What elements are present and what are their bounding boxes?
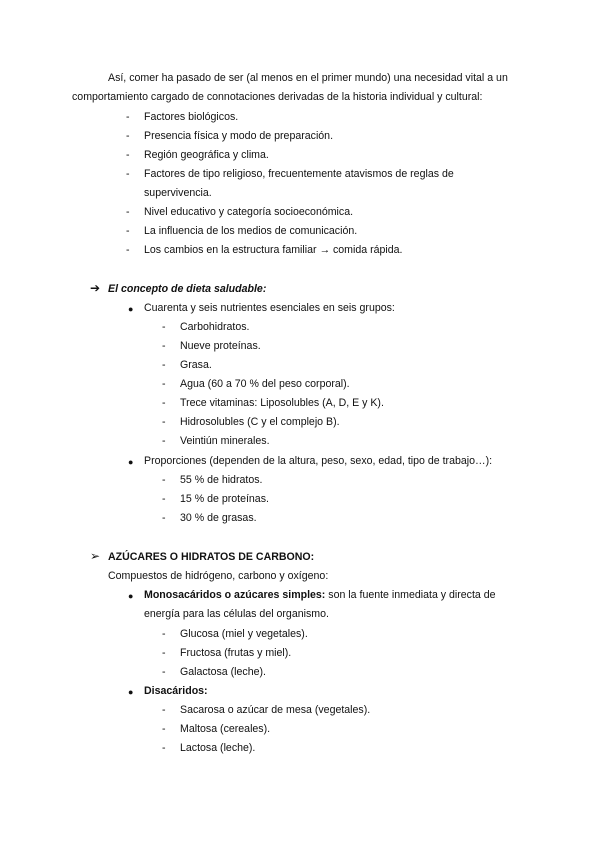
dash-marker: - xyxy=(162,416,166,428)
dash-marker: - xyxy=(162,647,166,659)
dash-marker: - xyxy=(126,225,130,237)
mono-item: Galactosa (leche). xyxy=(180,666,266,678)
di-item: Maltosa (cereales). xyxy=(180,723,271,735)
dash-marker: - xyxy=(162,512,166,524)
grupo-item: Hidrosolubles (C y el complejo B). xyxy=(180,416,340,428)
porcentaje-item: 55 % de hidratos. xyxy=(180,474,263,486)
dash-marker: - xyxy=(162,723,166,735)
dash-marker: - xyxy=(126,130,130,142)
monosacaridos-line-2: energía para las células del organismo. xyxy=(144,608,329,620)
dash-marker: - xyxy=(162,397,166,409)
factor-item: La influencia de los medios de comunicación. xyxy=(144,225,358,237)
dash-marker: - xyxy=(162,493,166,505)
factor-item: Los cambios en la estructura familiar → comida rápida. xyxy=(144,244,403,256)
grupo-item: Trece vitaminas: Liposolubles (A, D, E y K). xyxy=(180,397,384,409)
intro-line-1: Así, comer ha pasado de ser (al menos en el primer mundo) una necesidad vital a un xyxy=(108,72,508,84)
nutrientes-text: Cuarenta y seis nutrientes esenciales en seis grupos: xyxy=(144,302,395,314)
factor-item: Presencia física y modo de preparación. xyxy=(144,130,334,142)
grupo-item: Agua (60 a 70 % del peso corporal). xyxy=(180,378,350,390)
bullet-icon: ● xyxy=(128,687,134,697)
grupo-item: Grasa. xyxy=(180,359,212,371)
dash-marker: - xyxy=(162,340,166,352)
section-heading-dieta: El concepto de dieta saludable: xyxy=(108,283,267,295)
dash-marker: - xyxy=(162,666,166,678)
bullet-icon: ● xyxy=(128,457,134,467)
dash-marker: - xyxy=(126,206,130,218)
dash-marker: - xyxy=(162,321,166,333)
grupo-item: Carbohidratos. xyxy=(180,321,250,333)
section-heading-azucares: AZÚCARES O HIDRATOS DE CARBONO: xyxy=(108,551,315,563)
factor-item-continued: supervivencia. xyxy=(144,187,212,199)
proporciones-text: Proporciones (dependen de la altura, peso, sexo, edad, tipo de trabajo…): xyxy=(144,455,493,467)
dash-marker: - xyxy=(162,359,166,371)
disacaridos-term: Disacáridos: xyxy=(144,685,208,697)
factor-item: Factores biológicos. xyxy=(144,111,239,123)
dash-marker: - xyxy=(162,435,166,447)
mono-item: Glucosa (miel y vegetales). xyxy=(180,628,308,640)
arrow-icon: ➔ xyxy=(90,281,101,295)
monosacaridos-line xyxy=(144,588,496,602)
dash-marker: - xyxy=(126,168,130,180)
factor-item: Nivel educativo y categoría socioeconómica. xyxy=(144,206,354,218)
dash-marker: - xyxy=(162,378,166,390)
factor-item: Factores de tipo religioso, frecuentemente atavismos de reglas de xyxy=(144,168,454,180)
monosacaridos-term: Monosacáridos o azúcares simples: xyxy=(144,589,326,601)
dash-marker: - xyxy=(162,742,166,754)
dash-marker: - xyxy=(126,111,130,123)
dash-marker: - xyxy=(126,244,130,256)
compuestos-text: Compuestos de hidrógeno, carbono y oxígeno: xyxy=(108,570,329,582)
porcentaje-item: 15 % de proteínas. xyxy=(180,493,269,505)
dash-marker: - xyxy=(162,474,166,486)
bullet-icon: ● xyxy=(128,591,134,601)
di-item: Sacarosa o azúcar de mesa (vegetales). xyxy=(180,704,371,716)
porcentaje-item: 30 % de grasas. xyxy=(180,512,257,524)
dash-marker: - xyxy=(162,628,166,640)
di-item: Lactosa (leche). xyxy=(180,742,256,754)
intro-line-2: comportamiento cargado de connotaciones derivadas de la historia individual y cultural: xyxy=(72,91,483,103)
bullet-icon: ● xyxy=(128,304,134,314)
monosacaridos-definition: son la fuente inmediata y directa de xyxy=(325,589,496,601)
mono-item: Fructosa (frutas y miel). xyxy=(180,647,292,659)
grupo-item: Veintiún minerales. xyxy=(180,435,270,447)
factor-item: Región geográfica y clima. xyxy=(144,149,269,161)
dash-marker: - xyxy=(162,704,166,716)
grupo-item: Nueve proteínas. xyxy=(180,340,261,352)
chevron-arrow-icon: ➢ xyxy=(90,549,101,563)
dash-marker: - xyxy=(126,149,130,161)
